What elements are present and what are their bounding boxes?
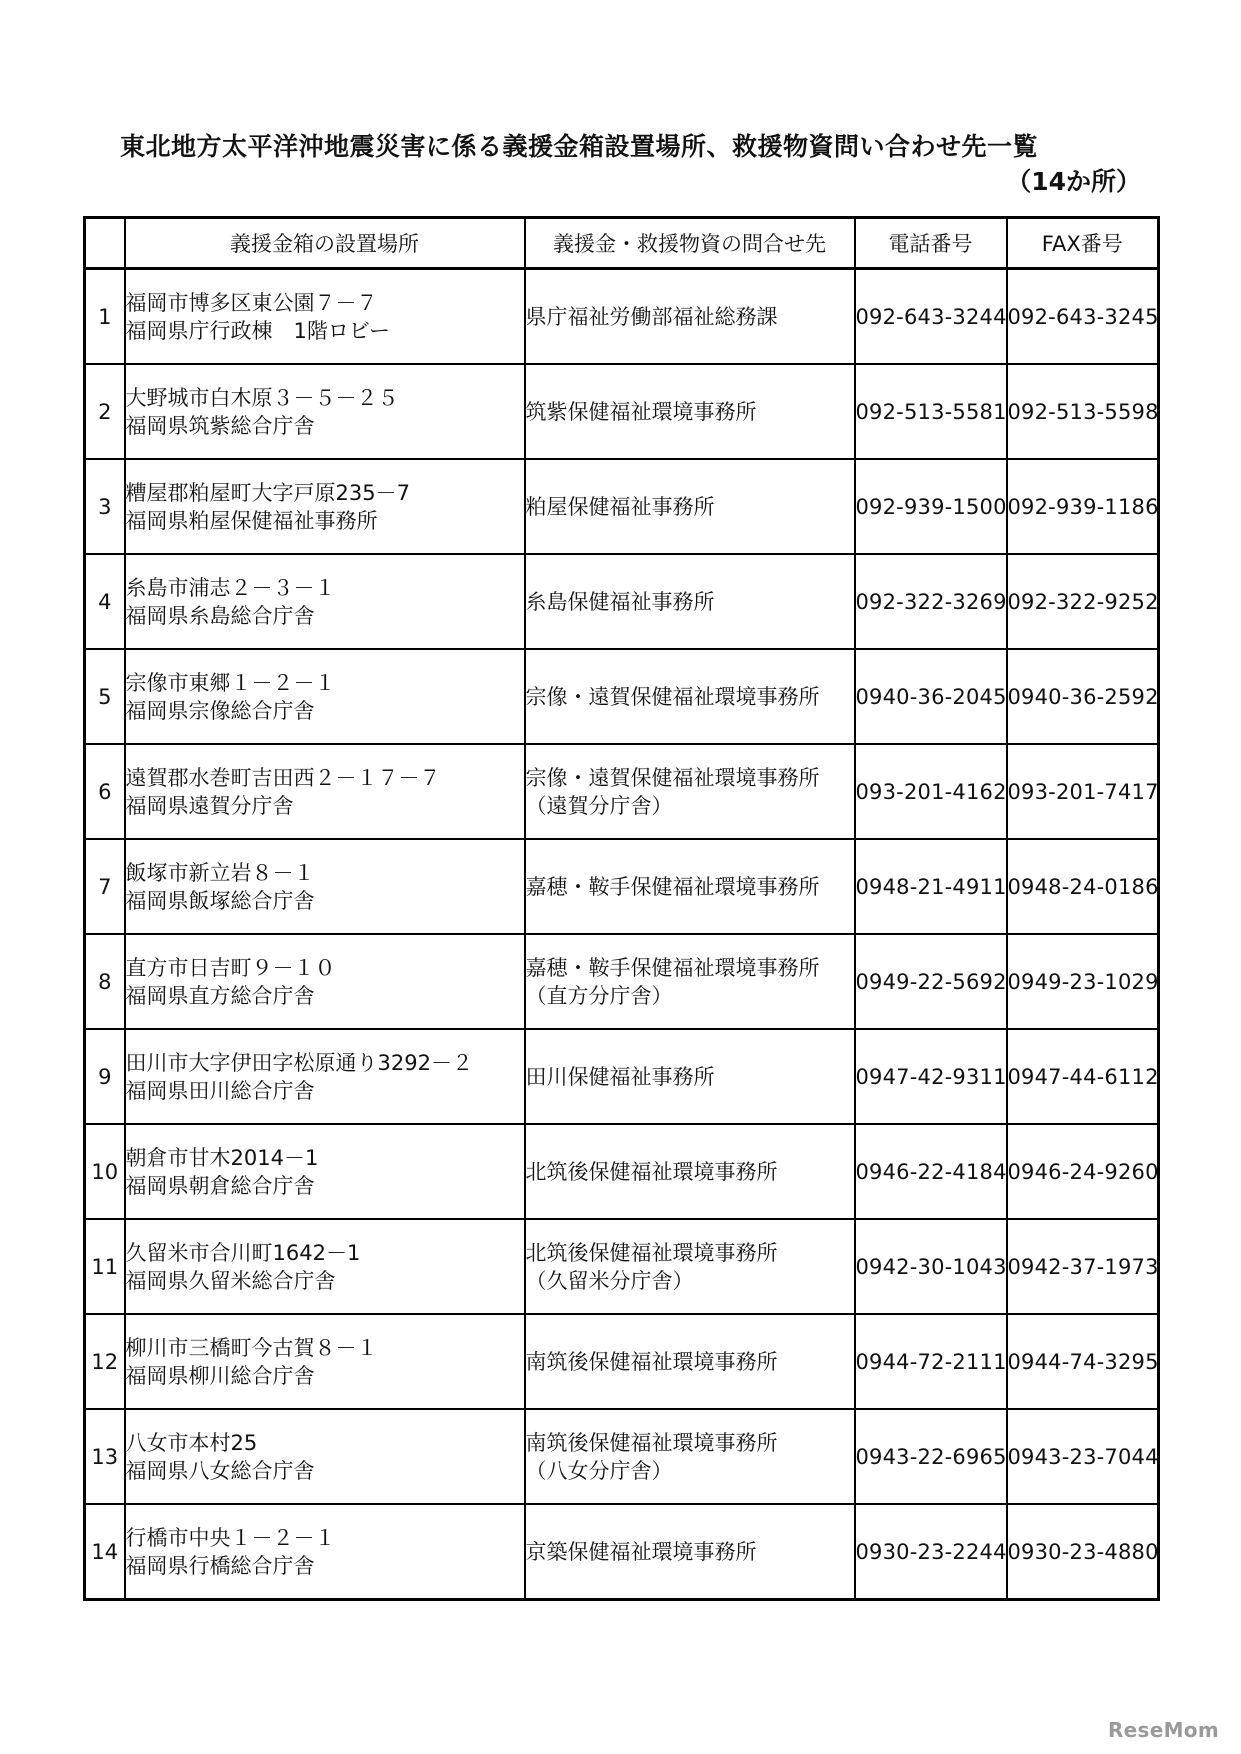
place-building: 福岡県八女総合庁舎 (125, 1458, 315, 1483)
fax-cell: 0930-23-4880 (1007, 1504, 1159, 1600)
table-row (85, 1504, 1159, 1600)
phone-cell: 093-201-4162 (855, 744, 1007, 839)
place-building: 福岡県直方総合庁舎 (125, 983, 315, 1008)
table-row (85, 459, 1159, 554)
contact-office: 南筑後保健福祉環境事務所 (525, 1349, 778, 1374)
row-number: 3 (85, 459, 125, 554)
table-row (85, 364, 1159, 459)
header-fax: FAX番号 (1007, 218, 1159, 269)
place-address: 行橋市中央１－２－１ (125, 1525, 336, 1550)
table-row (85, 1029, 1159, 1124)
contact-office: 北筑後保健福祉環境事務所 (525, 1159, 778, 1184)
fax-cell: 0947-44-6112 (1007, 1029, 1159, 1124)
fax-cell: 0946-24-9260 (1007, 1124, 1159, 1219)
place-cell (125, 554, 525, 649)
contact-office: 北筑後保健福祉環境事務所 (525, 1240, 778, 1265)
phone-cell: 0949-22-5692 (855, 934, 1007, 1029)
fax-cell: 092-322-9252 (1007, 554, 1159, 649)
contact-cell (525, 1314, 855, 1409)
fax-cell: 0940-36-2592 (1007, 649, 1159, 744)
contact-branch: （遠賀分庁舎） (525, 793, 673, 818)
place-cell (125, 269, 525, 365)
table-row (85, 269, 1159, 365)
row-number: 9 (85, 1029, 125, 1124)
place-building: 福岡県糸島総合庁舎 (125, 603, 315, 628)
phone-cell: 092-322-3269 (855, 554, 1007, 649)
fax-cell: 093-201-7417 (1007, 744, 1159, 839)
phone-cell: 092-939-1500 (855, 459, 1007, 554)
place-address: 遠賀郡水巻町吉田西２－１７－７ (125, 765, 441, 790)
place-building: 福岡県田川総合庁舎 (125, 1078, 315, 1103)
place-building: 福岡県朝倉総合庁舎 (125, 1173, 315, 1198)
phone-cell: 092-643-3244 (855, 269, 1007, 365)
place-cell (125, 744, 525, 839)
contact-cell (525, 744, 855, 839)
contact-branch: （久留米分庁舎） (525, 1268, 694, 1293)
phone-cell: 0940-36-2045 (855, 649, 1007, 744)
place-cell (125, 1314, 525, 1409)
phone-cell: 0947-42-9311 (855, 1029, 1007, 1124)
contact-office: 嘉穂・鞍手保健福祉環境事務所 (525, 874, 820, 899)
contact-office: 宗像・遠賀保健福祉環境事務所 (525, 765, 820, 790)
row-number: 11 (85, 1219, 125, 1314)
fax-cell: 0942-37-1973 (1007, 1219, 1159, 1314)
place-cell (125, 1124, 525, 1219)
place-address: 糸島市浦志２－３－１ (125, 575, 336, 600)
contact-cell (525, 649, 855, 744)
contact-cell (525, 459, 855, 554)
place-address: 八女市本村25 (125, 1430, 258, 1455)
phone-cell: 0948-21-4911 (855, 839, 1007, 934)
fax-cell: 0944-74-3295 (1007, 1314, 1159, 1409)
place-building: 福岡県宗像総合庁舎 (125, 698, 315, 723)
place-address: 宗像市東郷１－２－１ (125, 670, 336, 695)
contact-cell (525, 839, 855, 934)
header-contact: 義援金・救援物資の問合せ先 (525, 218, 855, 269)
fax-cell: 0949-23-1029 (1007, 934, 1159, 1029)
watermark-logo: ReseMom (1107, 1718, 1219, 1742)
place-address: 大野城市白木原３－５－２５ (125, 385, 399, 410)
document-subtitle: （14か所） (1006, 167, 1141, 196)
place-cell (125, 839, 525, 934)
place-cell (125, 934, 525, 1029)
place-address: 福岡市博多区東公園７－７ (125, 290, 378, 315)
place-building: 福岡県粕屋保健福祉事務所 (125, 508, 378, 533)
location-table (83, 216, 1160, 1601)
phone-cell: 0930-23-2244 (855, 1504, 1007, 1600)
place-building: 福岡県筑紫総合庁舎 (125, 413, 315, 438)
place-address: 糟屋郡粕屋町大字戸原235－7 (125, 480, 410, 505)
table-row (85, 554, 1159, 649)
phone-cell: 092-513-5581 (855, 364, 1007, 459)
header-phone: 電話番号 (855, 218, 1007, 269)
contact-cell (525, 1029, 855, 1124)
contact-cell (525, 1219, 855, 1314)
contact-office: 京築保健福祉環境事務所 (525, 1539, 757, 1564)
row-number: 7 (85, 839, 125, 934)
place-building: 福岡県行橋総合庁舎 (125, 1553, 315, 1578)
row-number: 10 (85, 1124, 125, 1219)
phone-cell: 0946-22-4184 (855, 1124, 1007, 1219)
place-cell (125, 1409, 525, 1504)
table-row (85, 934, 1159, 1029)
contact-cell (525, 554, 855, 649)
fax-cell: 092-643-3245 (1007, 269, 1159, 365)
row-number: 1 (85, 269, 125, 365)
contact-branch: （直方分庁舎） (525, 983, 673, 1008)
place-building: 福岡県庁行政棟 1階ロビー (125, 318, 391, 343)
row-number: 2 (85, 364, 125, 459)
table-body (85, 269, 1159, 1600)
contact-office: 筑紫保健福祉環境事務所 (525, 399, 757, 424)
place-building: 福岡県久留米総合庁舎 (125, 1268, 336, 1293)
table-row (85, 744, 1159, 839)
contact-office: 南筑後保健福祉環境事務所 (525, 1430, 778, 1455)
table-header-row (85, 218, 1159, 269)
contact-cell (525, 364, 855, 459)
contact-cell (525, 269, 855, 365)
row-number: 6 (85, 744, 125, 839)
phone-cell: 0943-22-6965 (855, 1409, 1007, 1504)
place-cell (125, 1219, 525, 1314)
place-cell (125, 649, 525, 744)
document-title: 東北地方太平洋沖地震災害に係る義援金箱設置場所、救援物資問い合わせ先一覧 (120, 132, 1039, 161)
fax-cell: 0943-23-7044 (1007, 1409, 1159, 1504)
contact-office: 県庁福祉労働部福祉総務課 (525, 304, 778, 329)
table-row (85, 1219, 1159, 1314)
contact-cell (525, 1504, 855, 1600)
place-building: 福岡県遠賀分庁舎 (125, 793, 294, 818)
header-number (85, 218, 125, 269)
place-address: 田川市大字伊田字松原通り3292－２ (125, 1050, 473, 1075)
table-row (85, 839, 1159, 934)
place-building: 福岡県飯塚総合庁舎 (125, 888, 315, 913)
table-row (85, 1314, 1159, 1409)
row-number: 5 (85, 649, 125, 744)
table-row (85, 1124, 1159, 1219)
place-address: 久留米市合川町1642－1 (125, 1240, 361, 1265)
place-cell (125, 1504, 525, 1600)
table-row (85, 649, 1159, 744)
fax-cell: 092-513-5598 (1007, 364, 1159, 459)
row-number: 12 (85, 1314, 125, 1409)
place-address: 柳川市三橋町今古賀８－１ (125, 1335, 378, 1360)
contact-office: 宗像・遠賀保健福祉環境事務所 (525, 684, 820, 709)
place-cell (125, 1029, 525, 1124)
contact-cell (525, 934, 855, 1029)
place-cell (125, 459, 525, 554)
contact-office: 粕屋保健福祉事務所 (525, 494, 715, 519)
phone-cell: 0942-30-1043 (855, 1219, 1007, 1314)
place-address: 飯塚市新立岩８－１ (125, 860, 315, 885)
row-number: 8 (85, 934, 125, 1029)
contact-office: 糸島保健福祉事務所 (525, 589, 715, 614)
contact-cell (525, 1409, 855, 1504)
contact-office: 嘉穂・鞍手保健福祉環境事務所 (525, 955, 820, 980)
place-address: 直方市日吉町９－１０ (125, 955, 336, 980)
contact-cell (525, 1124, 855, 1219)
fax-cell: 092-939-1186 (1007, 459, 1159, 554)
row-number: 4 (85, 554, 125, 649)
header-place: 義援金箱の設置場所 (125, 218, 525, 269)
row-number: 14 (85, 1504, 125, 1600)
phone-cell: 0944-72-2111 (855, 1314, 1007, 1409)
table-row (85, 1409, 1159, 1504)
place-building: 福岡県柳川総合庁舎 (125, 1363, 315, 1388)
contact-branch: （八女分庁舎） (525, 1458, 673, 1483)
contact-office: 田川保健福祉事務所 (525, 1064, 715, 1089)
fax-cell: 0948-24-0186 (1007, 839, 1159, 934)
place-address: 朝倉市甘木2014－1 (125, 1145, 319, 1170)
row-number: 13 (85, 1409, 125, 1504)
place-cell (125, 364, 525, 459)
